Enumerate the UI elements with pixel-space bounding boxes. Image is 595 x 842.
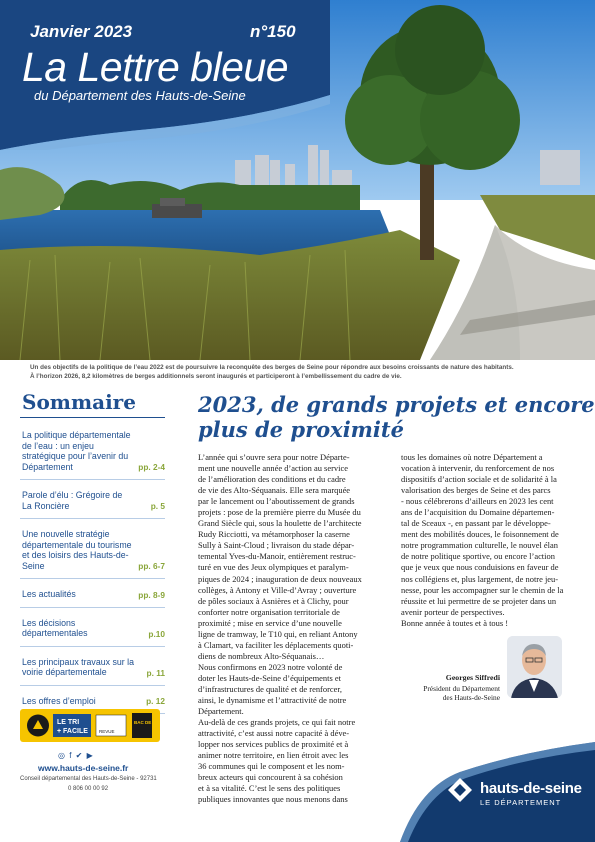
article-line: valorisation des berges de Seine et des parcs <box>401 485 551 496</box>
article-column-right <box>401 452 589 629</box>
footer-subtitle: LE DÉPARTEMENT <box>480 798 562 807</box>
toc-item-label: Les actualités <box>22 589 76 599</box>
toc-item-label: Les décisions départementales <box>22 617 88 638</box>
article-line: tous les domaines où notre Département a <box>401 452 543 462</box>
cover-photo <box>0 0 595 360</box>
toc-item-page: p. 11 <box>146 667 165 678</box>
article-line: conforter notre organisation territoriale de <box>198 606 340 617</box>
revue-label: REVUE <box>99 729 115 734</box>
article-line: projets : pose de la première pierre du Musée du <box>198 507 361 518</box>
toc-item[interactable] <box>20 653 165 686</box>
tri-line1: LE TRI <box>57 719 80 726</box>
author-portrait <box>507 636 562 698</box>
article-line: à Clamart, va faciliter les déplacements quoti- <box>198 639 354 650</box>
portrait-image <box>507 636 562 698</box>
toc-item-label: Une nouvelle stratégie départementale du tourisme et des loisirs des Hauts-de-Seine <box>22 529 132 571</box>
bac-label: BAC DE TRI <box>134 720 160 725</box>
signature-role-line: Président du Département <box>423 684 500 693</box>
article-line: dispositifs d’action sociale et de solidarité à la <box>401 474 557 485</box>
toc-item-label: La politique départementale de l’eau : un enjeu stratégique pour l’avenir du Département <box>22 430 131 472</box>
article-line: de l’amélioration des conditions et du cadre <box>198 474 346 485</box>
article-line: nos collégiens et, plus largement, de notre jeu- <box>401 573 559 584</box>
article-line: piques de 2024 ; inauguration de deux nouveaux <box>198 573 362 584</box>
department-logo-icon <box>448 778 472 802</box>
address: Conseil départemental des Hauts-de-Seine - 92731 <box>20 776 157 782</box>
article-line: ainsi, le dynamisme et l’attractivité de notre <box>198 695 347 706</box>
article-line: - nous célébrerons d’ailleurs en 2023 les cent <box>401 496 554 507</box>
phone-number: 0 806 00 00 92 <box>68 786 109 792</box>
headline-line: plus de proximité <box>198 417 404 442</box>
social-icons[interactable]: ◎ f ✔ ▶ <box>58 751 94 760</box>
issue-date: Janvier 2023 <box>30 22 133 41</box>
article-line: Au-delà de ces grands projets, ce qui fait notre <box>198 717 356 728</box>
toc-item-label: Les offres d’emploi <box>22 695 96 706</box>
article-line: avenir porteur de perspectives. <box>401 606 505 617</box>
article-line: tal de Sceaux -, en passant par le développe- <box>401 518 551 529</box>
publication-title: La Lettre bleue <box>22 44 289 90</box>
toc-item-page: p.10 <box>148 628 165 639</box>
article-line: ment des mobilités douces, le foisonnement de <box>401 529 559 540</box>
article-line: Bonne année à toutes et à tous ! <box>401 617 509 628</box>
article-line: Rudy Ricciotti, va métamorphoser la caserne <box>198 529 350 540</box>
toc-item[interactable] <box>20 426 165 480</box>
article-headline <box>198 392 595 442</box>
article-line: Nous confirmons en 2023 notre volonté de <box>198 661 343 672</box>
article-line: ligne de tramway, le T10 qui, en reliant Antony <box>198 628 358 639</box>
article-line: breux acteurs qui concourent à sa cohésion <box>198 772 343 783</box>
toc-item-label: Parole d’élu : Grégoire de La Roncière <box>22 490 123 511</box>
toc-item[interactable] <box>20 486 165 519</box>
article-line: Grand Siècle qui, sous la houlette de l’architecte <box>198 518 362 529</box>
article-line: attractivité, c’est aussi notre capacité à déve- <box>198 728 350 739</box>
article-line: proximité ; mise en service d’une nouvelle <box>198 617 342 628</box>
footer-brand: hauts-de-seine <box>480 780 582 797</box>
article-line: temental Yves-du-Manoir, entièrement restruc- <box>198 551 356 562</box>
article-line: turé en vue des Jeux olympiques et paralym- <box>198 562 349 573</box>
article-line: ans de l’acquisition du Domaine départemen- <box>401 507 555 518</box>
recycling-badge[interactable] <box>20 709 160 742</box>
table-of-contents <box>20 390 165 720</box>
photo-caption <box>30 364 575 381</box>
article-line: collèges, à Antony et Ville-d’Avray ; ouverture <box>198 584 357 595</box>
article-line: de vie des Alto-Séquanais. Elle sera marquée <box>198 485 351 496</box>
caption-line: À l’horizon 2026, 8,2 kilomètres de berges additionnels seront inaugurés et participeront à l’embellissement du cadre de vie. <box>30 372 402 380</box>
headline-line: 2023, de grands projets et encore <box>198 392 595 417</box>
toc-item[interactable] <box>20 525 165 579</box>
article-line: de notre politique sportive, ou encore l’action <box>401 551 555 562</box>
article-line: 36 communes qui le composent et les nom- <box>198 761 345 772</box>
article-line: par le lancement ou l’aboutissement de grands <box>198 496 355 507</box>
toc-item-page: p. 12 <box>146 696 165 706</box>
toc-title: Sommaire <box>20 390 165 418</box>
caption-line: Un des objectifs de la politique de l’eau 2022 est de poursuivre la reconquête des berges de Seine pour répondre aux besoins croissants de nature des habitants. <box>30 364 514 371</box>
signature-name: Georges Siffredi <box>445 673 500 682</box>
article-line: lopper nos services publics de proximité et à <box>198 739 349 750</box>
article-line: de pôles sociaux à Asnières et à Clichy, pour <box>198 595 349 606</box>
article-line: Sully à Saint-Cloud ; livraison du stade dépar- <box>198 540 355 551</box>
issue-number: n°150 <box>250 22 296 41</box>
article-line: doter les Hauts-de-Seine d’équipements et <box>198 672 341 683</box>
toc-item-label: Les principaux travaux sur la voirie départementale <box>22 656 134 677</box>
toc-item-page: p. 5 <box>150 501 165 511</box>
tri-line2: + FACILE <box>57 728 88 735</box>
article-line: publiques innovantes que nous menons dans <box>198 794 348 805</box>
toc-item[interactable] <box>20 585 165 608</box>
article-line: L’année qui s’ouvre sera pour notre Départe- <box>198 452 350 462</box>
article-line: réussite et lui permettre de se projeter dans un <box>401 595 557 606</box>
article-line: animer notre territoire, en lien étroit avec les <box>198 750 349 761</box>
toc-item-page: pp. 6-7 <box>138 561 165 571</box>
article-line: notre programmation culturelle, le nouvel élan <box>401 540 558 551</box>
article-line: d’infrastructures de qualité et de renforcer, <box>198 683 342 694</box>
publication-subtitle: du Département des Hauts-de-Seine <box>34 88 246 103</box>
article-line: ment une nouvelle année d’action au service <box>198 463 348 474</box>
article-line: que je veux que nous conduisions en faveur de <box>401 562 559 573</box>
article-line: et à sa vitalité. C’est le sens des politiques <box>198 783 341 794</box>
signature-role-line: des Hauts-de-Seine <box>442 693 500 702</box>
toc-item[interactable] <box>20 614 165 647</box>
recycling-graphic <box>20 709 160 742</box>
article-line: Département. <box>198 706 244 717</box>
article-line: nesse, pour les accompagner sur le chemin de la <box>401 584 564 595</box>
article-line: diens de nombreux Alto-Séquanais… <box>198 650 325 661</box>
article-line: vocation à intervenir, du renforcement de nos <box>401 463 555 474</box>
website-link[interactable]: www.hauts-de-seine.fr <box>38 763 129 773</box>
signature-role <box>380 684 500 702</box>
article-column-left <box>198 452 386 806</box>
toc-item-page: pp. 2-4 <box>138 462 165 472</box>
toc-item-page: pp. 8-9 <box>138 589 165 600</box>
